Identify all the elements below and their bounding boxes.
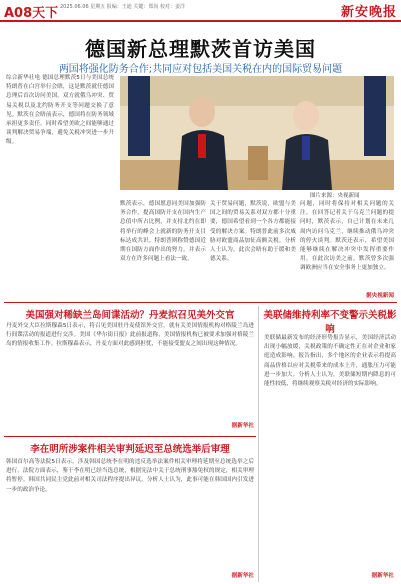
lead-byline: 据央视新闻 [366, 293, 394, 299]
photo-caption: 图片来源：央视新闻 [310, 193, 360, 199]
lead-photo [120, 76, 394, 190]
article-2-source: 据新华社 [371, 573, 394, 579]
lead-headline: 德国新总理默茨首访美国 [85, 37, 316, 61]
lead-column-2: 默茨表示，德国愿意同美国加强防务合作，提高国防开支在国内生产总值中所占比例，并支持北约在即将举行的峰会上就新的防务开支目标达成共识。特朗普则称赞德国近期在国防方面作出的努力，并表示双方在许多问题上看法一致。 [120, 201, 206, 263]
article-1-source: 据新华社 [231, 423, 254, 429]
divider-bottom [4, 436, 256, 437]
lead-subhead: 两国将强化防务合作;共同应对包括美国关税在内的国际贸易问题 [58, 64, 343, 75]
photo-illustration [120, 76, 394, 190]
article-1-body: 丹麦外交大臣拉斯穆森5日表示，将召见美国驻丹麦使馆外交官，就有关美国情报机构对格陵兰岛进行间谍活动的报道进行交涉。美国《华尔街日报》此前报道称，美国情报机构已被要求加强对格陵兰岛的情报收集工作。拉斯穆森表示，丹麦方面对此感到担忧，不能接受盟友之间出现这种情况。 [6, 323, 254, 348]
article-2-title: 美联储维持利率不变警示关税影响 [263, 310, 397, 335]
article-3-title: 李在明所涉案件相关审判延迟至总统选举后审理 [30, 444, 230, 455]
lead-column-4: 问题，同时将保持对相关问题的关注。在回答记者关于乌克兰问题的提问时，默茨表示，自己计划在未来几周内访问乌克兰，继续推动俄乌冲突的停火谈判。默茨还表示，希望美国能够继续在解决冲突中发挥重要作用。在此次访美之前，默茨曾多次强调欧洲应当在安全事务上更加独立。 [300, 201, 394, 272]
page-number: A08天下 [4, 6, 59, 21]
divider-top [4, 302, 397, 303]
article-3-body: 韩国首尔高等法院5日表示，涉及韩国总统李在明的违反选举法案件相关审理将延期至总统选举之后进行。法院方面表示，鉴于李在明已经当选总统，根据宪法中关于总统刑事豁免权的规定，相关审理将暂停。韩国共同民主党此前对相关司法程序提出异议。分析人士认为，此事可能在韩国国内引发进一步的政治争论。 [6, 459, 254, 493]
article-1-title: 美国强对稀缺兰岛间谍活动？丹麦拟召见美外交官 [25, 310, 235, 321]
lead-column-3: 关于贸易问题，默茨说，欧盟与美国之间的贸易关系对双方都十分重要，德国希望看到一个各方都能接受的解决方案。特朗普此前多次威胁对欧盟商品加征高额关税。分析人士认为，此次会晤有助于缓和美德关系。 [210, 201, 296, 263]
edition-meta: 2025.06.06 星期五 报编：王迪 关键：郑尚 校对：姜洋 [60, 4, 185, 10]
article-2-body: 美联储最新发布的经济形势报告显示，美国经济活动出现小幅放缓，关税政策的不确定性正在对企业和家庭造成影响。报告指出，多个地区的企业表示将提高商品价格以应对关税带来的成本上升，通胀压力可能进一步加大。分析人士认为，美联储短期内降息的可能性较低，将继续观察关税对经济的实际影响。 [264, 335, 396, 388]
masthead [0, 0, 401, 22]
article-3-source: 据新华社 [231, 573, 254, 579]
lead-column-1: 综合新华社电 德国总理默茨5日与美国总统特朗普在白宫举行会晤，这是默茨就任德国总理后首次访问美国。双方就俄乌冲突、贸易关税以及北约防务开支等问题交换了意见。默茨在会晤前表示，德国将在防务领域承担更多责任，同时希望美欧之间能够通过谈判解决贸易争端，避免关税冲突进一步升级。 [6, 75, 114, 146]
column-divider [258, 306, 259, 582]
newspaper-logo: 新安晚报 [340, 5, 397, 20]
